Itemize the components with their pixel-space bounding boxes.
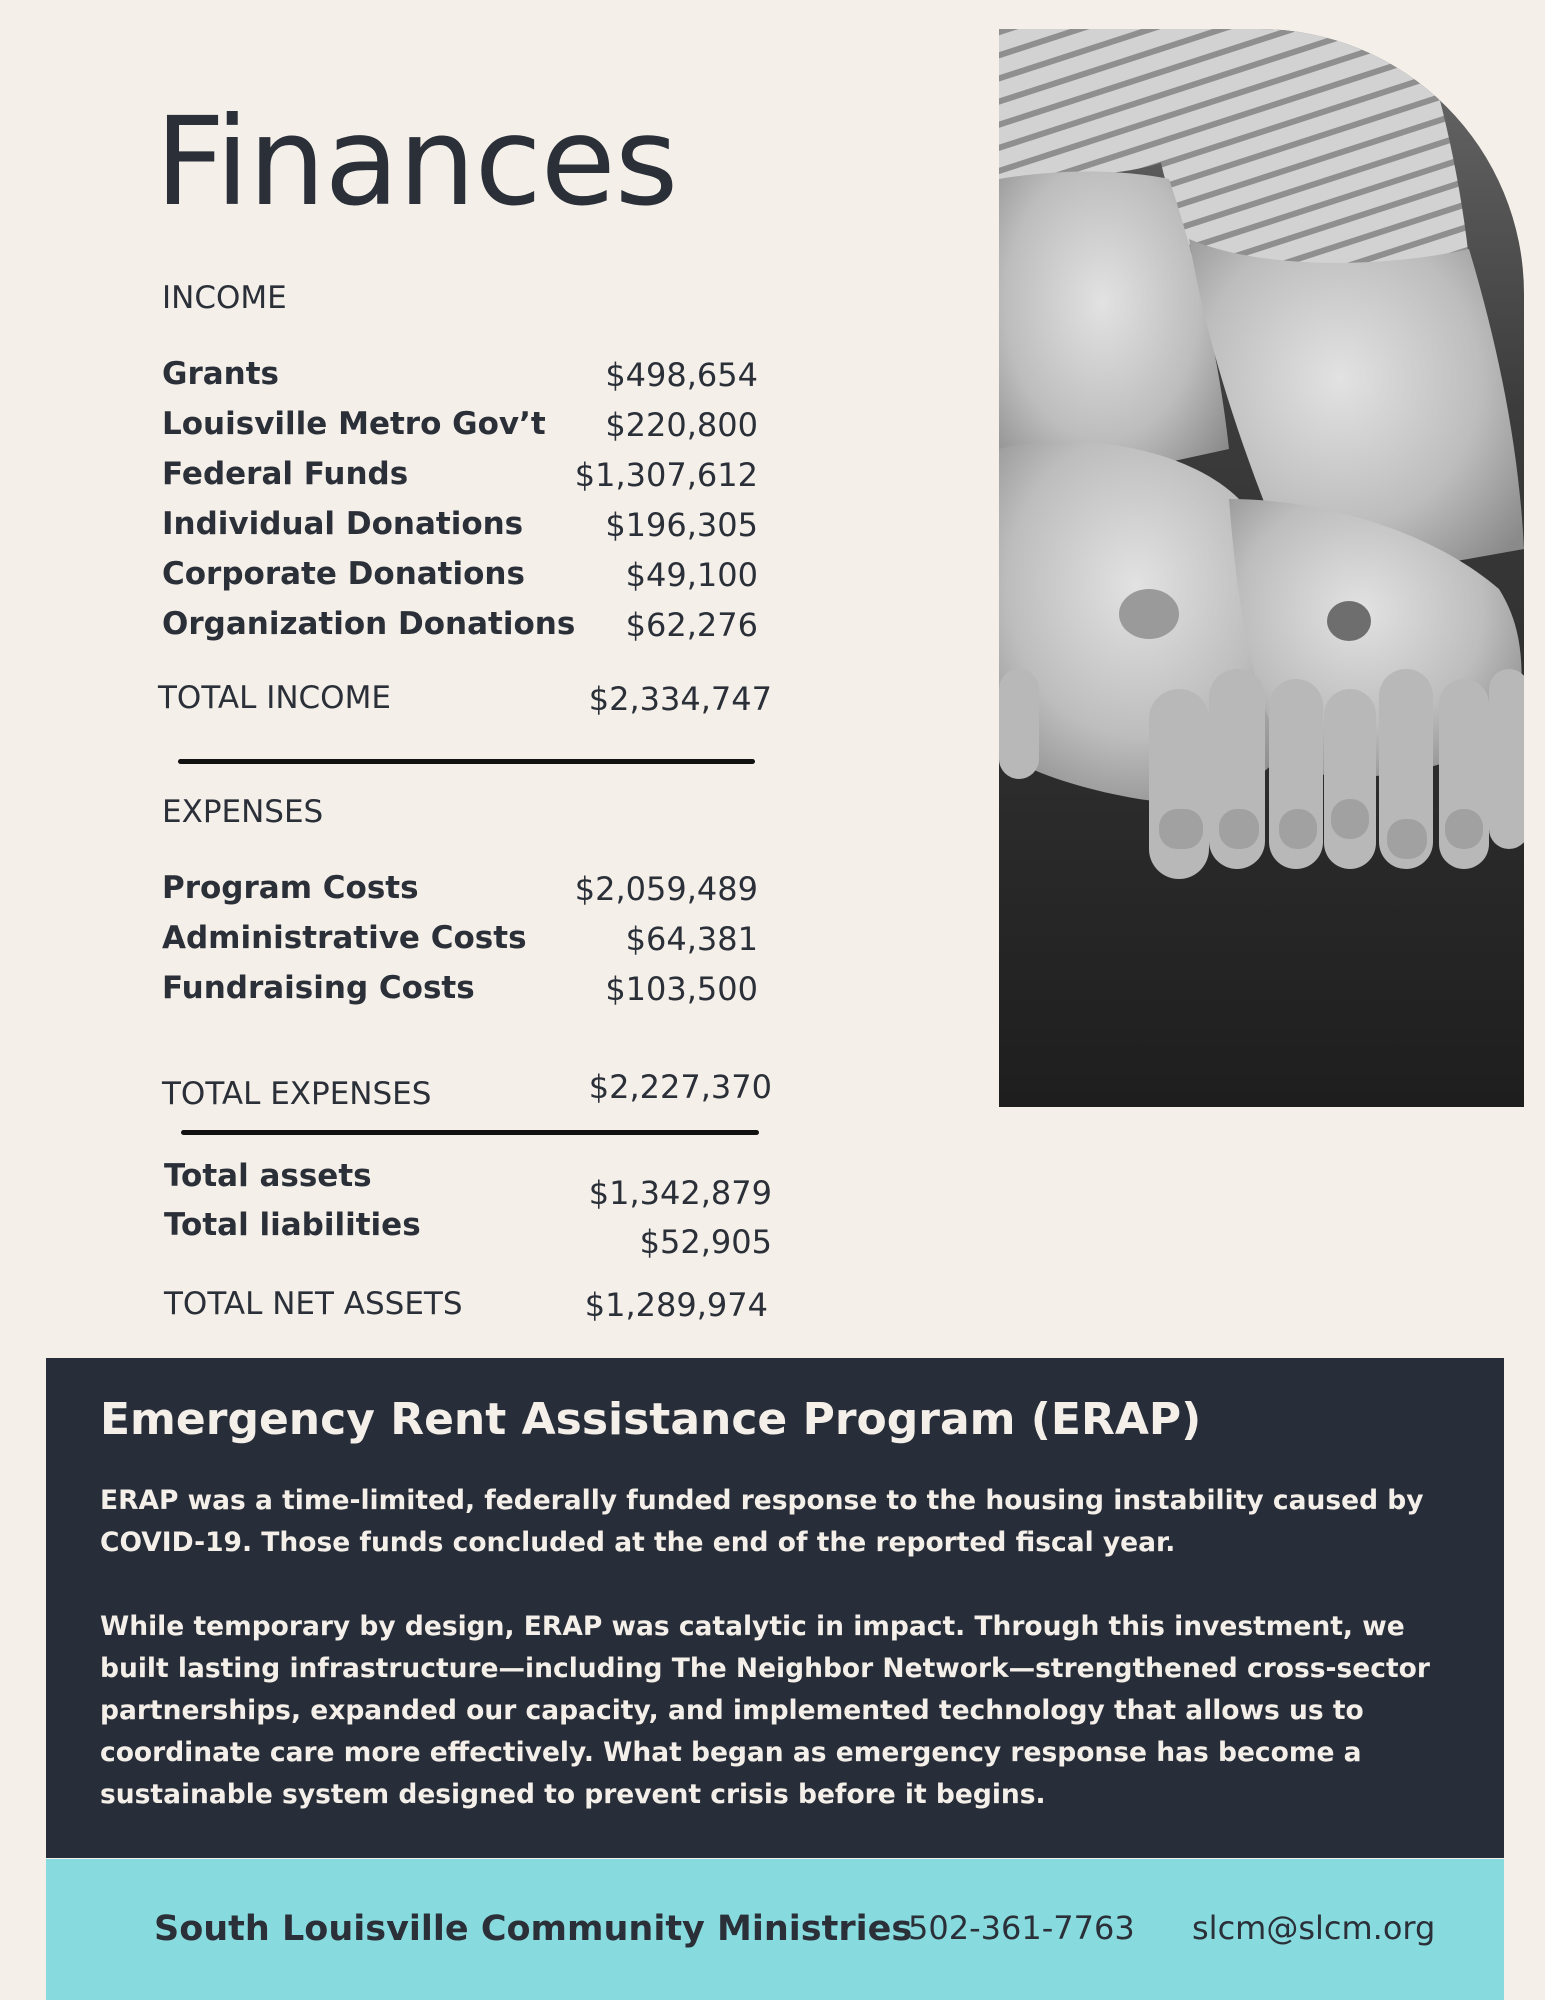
expense-row bbox=[162, 870, 758, 916]
income-heading: INCOME bbox=[162, 280, 287, 316]
expense-row bbox=[162, 920, 758, 966]
liabilities-label: Total liabilities bbox=[164, 1207, 421, 1243]
total-net-assets-label: TOTAL NET ASSETS bbox=[164, 1286, 463, 1322]
expense-value: $64,381 bbox=[625, 920, 758, 958]
expense-value: $2,059,489 bbox=[574, 870, 758, 908]
income-row bbox=[162, 506, 758, 552]
income-row bbox=[162, 406, 758, 452]
page-title: Finances bbox=[155, 91, 678, 233]
income-label: Federal Funds bbox=[162, 456, 409, 492]
total-net-assets-value: $1,289,974 bbox=[584, 1286, 768, 1324]
income-row bbox=[162, 556, 758, 602]
footer-email[interactable]: slcm@slcm.org bbox=[1192, 1909, 1436, 1947]
expense-value: $103,500 bbox=[605, 970, 758, 1008]
income-value: $220,800 bbox=[605, 406, 758, 444]
income-label: Grants bbox=[162, 356, 279, 392]
assets-label: Total assets bbox=[164, 1158, 372, 1194]
income-row bbox=[162, 356, 758, 402]
footer-org-name: South Louisville Community Ministries bbox=[154, 1909, 913, 1949]
hands-photo bbox=[999, 29, 1524, 1107]
total-expenses-value: $2,227,370 bbox=[588, 1068, 772, 1106]
expense-row bbox=[162, 970, 758, 1016]
erap-paragraph: ERAP was a time-limited, federally funded response to the housing instability caused by COVID-19. Those funds concluded at the end of the reported fiscal year. bbox=[100, 1485, 1424, 1558]
income-value: $49,100 bbox=[625, 556, 758, 594]
income-label: Organization Donations bbox=[162, 606, 576, 642]
expense-label: Administrative Costs bbox=[162, 920, 527, 956]
erap-panel bbox=[46, 1358, 1504, 1858]
total-income-label: TOTAL INCOME bbox=[158, 680, 391, 716]
income-label: Corporate Donations bbox=[162, 556, 525, 592]
total-net-assets-row bbox=[164, 1286, 768, 1332]
liabilities-value: $52,905 bbox=[639, 1223, 772, 1261]
income-value: $196,305 bbox=[605, 506, 758, 544]
total-expenses-label: TOTAL EXPENSES bbox=[162, 1076, 432, 1112]
footer bbox=[46, 1859, 1504, 2000]
income-value: $62,276 bbox=[625, 606, 758, 644]
income-row bbox=[162, 606, 758, 652]
divider bbox=[181, 1130, 759, 1135]
expenses-heading: EXPENSES bbox=[162, 794, 324, 830]
income-row bbox=[162, 456, 758, 502]
income-label: Louisville Metro Gov’t bbox=[162, 406, 546, 442]
total-expenses-row bbox=[162, 1068, 772, 1114]
liabilities-row bbox=[164, 1207, 772, 1267]
footer-phone[interactable]: 502-361-7763 bbox=[908, 1909, 1135, 1947]
income-value: $498,654 bbox=[605, 356, 758, 394]
total-income-value: $2,334,747 bbox=[588, 680, 772, 718]
assets-value: $1,342,879 bbox=[588, 1174, 772, 1212]
erap-heading: Emergency Rent Assistance Program (ERAP) bbox=[100, 1394, 1202, 1445]
expense-label: Fundraising Costs bbox=[162, 970, 475, 1006]
erap-paragraph: While temporary by design, ERAP was catalytic in impact. Through this investment, we built lasting infrastructure—including The Neighbor Network—strengthened cross-sector partnerships, expanded our capacity, and implemented technology that allows us to coordinate care more effectively. What began as emergency response has become a sustainable system designed to prevent crisis before it begins. bbox=[100, 1611, 1430, 1810]
income-label: Individual Donations bbox=[162, 506, 524, 542]
income-value: $1,307,612 bbox=[574, 456, 758, 494]
divider bbox=[178, 759, 755, 764]
total-income-row bbox=[158, 680, 772, 726]
expense-label: Program Costs bbox=[162, 870, 419, 906]
